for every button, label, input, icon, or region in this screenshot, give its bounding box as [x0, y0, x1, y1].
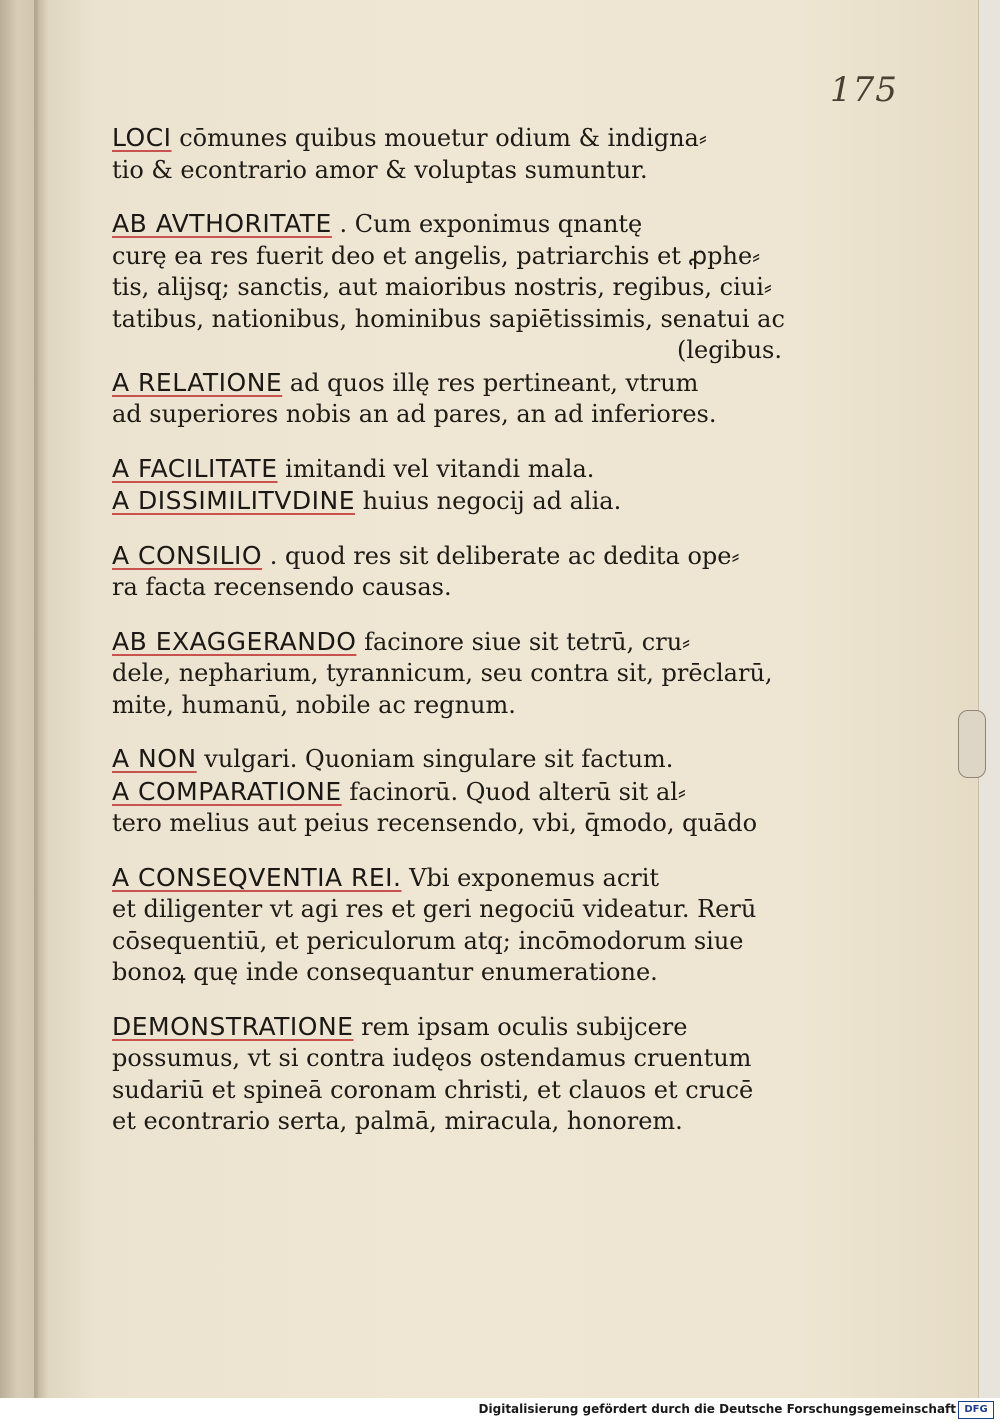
folio-number: 175 [830, 70, 898, 110]
paragraph-relatione [112, 367, 782, 431]
text-line [112, 453, 782, 486]
text-line [112, 862, 782, 895]
rubric-heading: A FACILITATE [112, 453, 278, 483]
text-line-content: facinorū. Quod alterū sit al⸗ [349, 777, 686, 806]
dfg-logo: DFG [958, 1401, 994, 1419]
text-line [112, 485, 782, 518]
text-line-turnover: (legibus. [676, 336, 782, 364]
text-line [112, 776, 782, 809]
text-line: tatibus, nationibus, hominibus sapiētissimis, senatui ac [112, 304, 785, 333]
paragraph-consequentia [112, 862, 782, 989]
rubric-heading: A RELATIONE [112, 367, 283, 397]
rubric-heading: A DISSIMILITVDINE [112, 486, 356, 515]
digitization-footer [0, 1398, 1000, 1422]
paragraph-loci [112, 122, 782, 186]
paragraph-dissimilitudine [112, 485, 782, 518]
rubric-heading: A CONSILIO [112, 540, 263, 570]
rubric-heading: A CONSEQVENTIA REI. [112, 862, 402, 892]
text-line [112, 1011, 782, 1044]
text-line: ad superiores nobis an ad pares, an ad inferiores. [112, 400, 717, 428]
text-line: curę ea res fuerit deo et angelis, patriarchis et ꝓphe⸗ [112, 241, 761, 270]
text-line-content: Vbi exponemus acrit [409, 863, 660, 892]
text-line: tis, alijsq; sanctis, aut maioribus nostris, regibus, ciui⸗ [112, 273, 772, 301]
text-line-content: vulgari. Quoniam singulare sit factum. [204, 745, 674, 773]
paragraph-exaggerando [112, 626, 782, 722]
text-line [112, 626, 782, 659]
text-line: cōsequentiū, et periculorum atq; incōmodorum siue [112, 926, 744, 955]
rubric-heading: AB AVTHORITATE [112, 209, 332, 238]
text-line [112, 743, 782, 776]
paragraph-non-vulgari [112, 743, 782, 776]
text-line [112, 540, 782, 573]
paragraph-comparatione [112, 776, 782, 840]
text-line: et diligenter vt agi res et geri negociū videatur. Rerū [112, 895, 757, 923]
text-line: tero melius aut peius recensendo, vbi, q̄modo, quādo [112, 809, 758, 837]
rubric-heading: A COMPARATIONE [112, 776, 342, 806]
rubric-heading: DEMONSTRATIONE [112, 1011, 354, 1041]
text-line-content: huius negocij ad alia. [362, 487, 622, 515]
text-block [112, 122, 785, 1138]
text-line: mite, humanū, nobile ac regnum. [112, 690, 516, 719]
text-line-content: cōmunes quibus mouetur odium & indigna⸗ [179, 124, 707, 152]
page-clip-tab [958, 710, 986, 778]
paragraph-demonstratione [112, 1011, 782, 1138]
text-line-content: imitandi vel vitandi mala. [285, 454, 595, 483]
spine-shadow [34, 0, 48, 1398]
rubric-heading: LOCI [112, 123, 172, 152]
rubric-heading: AB EXAGGERANDO [112, 626, 357, 656]
text-line-content: facinore siue sit tetrū, cru⸗ [364, 627, 691, 656]
paragraph-consilio [112, 540, 782, 604]
text-line: dele, nepharium, tyrannicum, seu contra sit, prēclarū, [112, 659, 773, 687]
text-line-content: rem ipsam oculis subijcere [361, 1012, 688, 1041]
text-line: tio & econtrario amor & voluptas sumuntur. [112, 155, 648, 184]
text-line [112, 367, 782, 400]
paragraph-facilitate [112, 453, 782, 486]
funding-credit: Digitalisierung gefördert durch die Deutsche Forschungsgemeinschaft [478, 1402, 956, 1416]
text-line: bonoꝝ quę inde consequantur enumeratione. [112, 958, 658, 986]
paragraph-authoritate [112, 208, 785, 367]
text-line [112, 208, 782, 241]
text-line: et econtrario serta, palmā, miracula, honorem. [112, 1107, 683, 1135]
text-line [112, 122, 782, 155]
text-line: sudariū et spineā coronam christi, et clauos et crucē [112, 1075, 754, 1104]
text-line: ra facta recensendo causas. [112, 573, 452, 601]
text-line-content: . quod res sit deliberate ac dedita ope⸗ [269, 541, 740, 570]
text-line-content: . Cum exponimus qnantę [339, 210, 643, 238]
text-line-content: ad quos illę res pertineant, vtrum [289, 368, 699, 397]
text-line: possumus, vt si contra iudęos ostendamus cruentum [112, 1044, 752, 1072]
rubric-heading: A NON [112, 744, 197, 773]
